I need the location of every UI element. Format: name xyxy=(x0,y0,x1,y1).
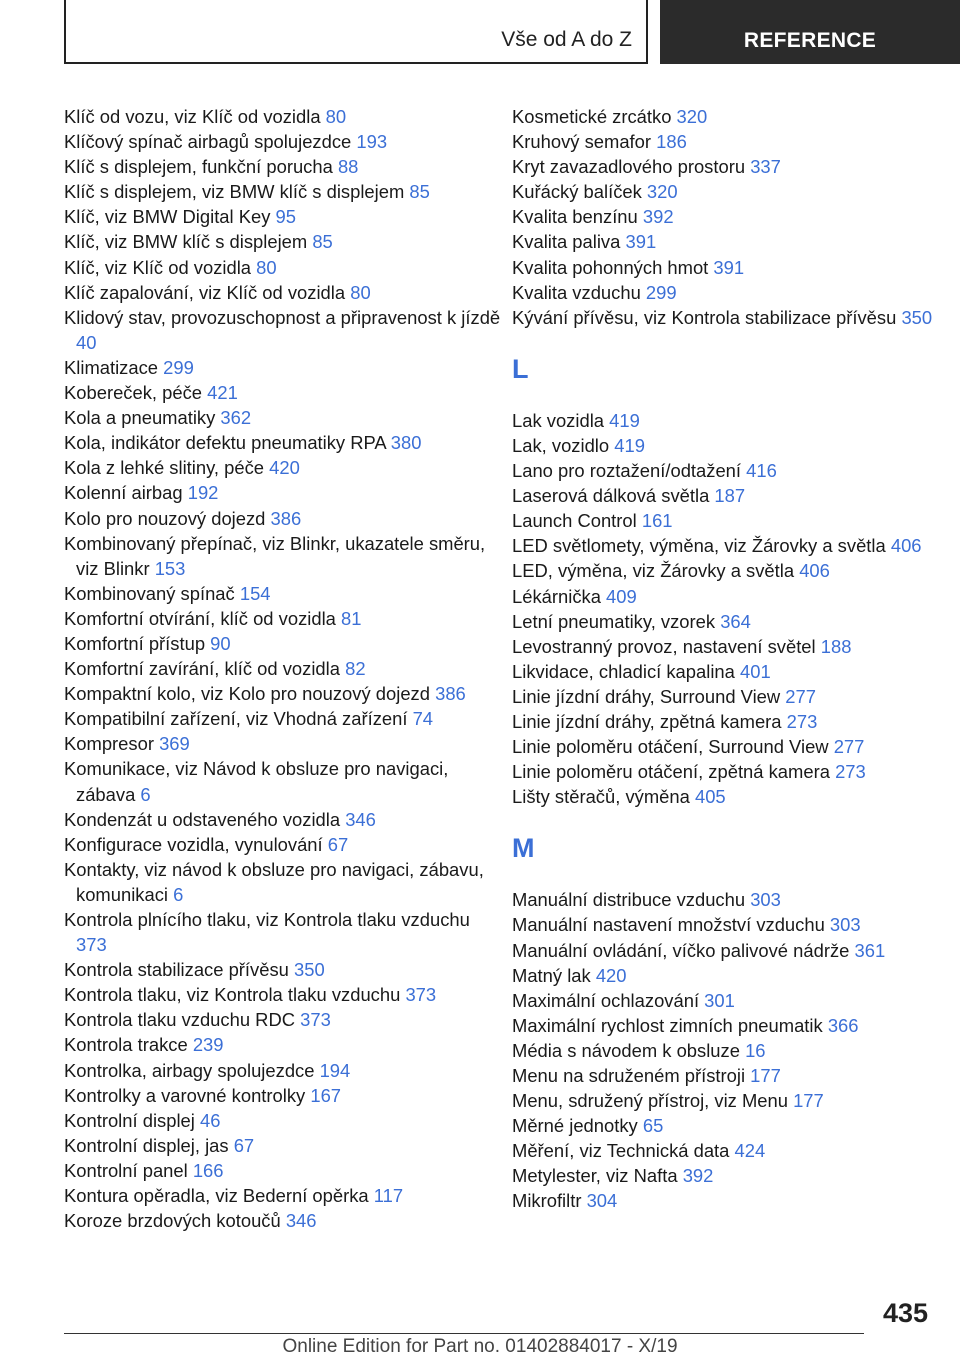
index-entry xyxy=(64,706,504,731)
index-page-link[interactable]: 373 xyxy=(76,934,107,956)
index-entry-text: Kvalita vzduchu xyxy=(512,281,646,303)
index-entry xyxy=(512,584,952,609)
index-entry-text: Lišty stěračů, výměna xyxy=(512,786,695,808)
index-entry-text: Koroze brzdových kotoučů xyxy=(64,1210,286,1232)
index-entry-text: Linie poloměru otáčení, Surround View xyxy=(512,736,834,758)
index-page-link[interactable]: 299 xyxy=(645,281,677,303)
index-page-link[interactable]: 373 xyxy=(405,984,437,1006)
index-entry-text: Laserová dálková světla xyxy=(512,485,715,507)
index-entry xyxy=(512,609,952,634)
index-entry-text: Kombinovaný přepínač, viz Blinkr, ukazatele směru, viz Blinkr xyxy=(64,532,486,579)
index-entry-text: Klíč s displejem, viz BMW klíč s displejem xyxy=(64,181,410,203)
index-entry xyxy=(64,656,504,681)
index-entry xyxy=(64,581,504,606)
index-entry-text: Klíč zapalování, viz Klíč od vozidla xyxy=(64,281,351,303)
index-entry xyxy=(512,684,952,709)
index-page-link[interactable]: 95 xyxy=(275,206,296,228)
index-entry xyxy=(512,1013,952,1038)
index-page-link[interactable]: 273 xyxy=(786,710,818,732)
index-entry-text: Maximální rychlost zimních pneumatik xyxy=(512,1014,828,1036)
index-entry-text: Letní pneumatiky, vzorek xyxy=(512,610,721,632)
index-page-link[interactable]: 192 xyxy=(187,482,219,504)
index-entry xyxy=(64,1083,504,1108)
index-entry-text: Manuální ovládání, víčko palivové nádrže xyxy=(512,939,855,961)
index-entry xyxy=(64,756,504,806)
index-entry xyxy=(512,887,952,912)
index-page-link[interactable]: 420 xyxy=(595,964,627,986)
index-entry xyxy=(512,938,952,963)
index-entry xyxy=(64,957,504,982)
index-page-link[interactable]: 277 xyxy=(833,736,865,758)
index-entry-text: Kvalita benzínu xyxy=(512,206,643,228)
index-entry xyxy=(64,681,504,706)
index-entry-text: Kontrolka, airbagy spolujezdce xyxy=(64,1059,320,1081)
index-column-right xyxy=(512,104,952,1214)
index-entry-text: Matný lak xyxy=(512,964,596,986)
index-entry-text: Kontrola stabilizace přívěsu xyxy=(64,959,294,981)
index-page-link[interactable]: 320 xyxy=(646,181,678,203)
index-entry xyxy=(512,204,952,229)
index-entry-text: Kombinovaný spínač xyxy=(64,582,240,604)
index-entry xyxy=(512,759,952,784)
index-page-link[interactable]: 405 xyxy=(694,786,726,808)
index-entry-text: Menu, sdružený přístroj, viz Menu xyxy=(512,1090,794,1112)
index-entry xyxy=(64,832,504,857)
index-entry-text: Kompresor xyxy=(64,733,160,755)
index-entry-text: Kontrola tlaku vzduchu RDC xyxy=(64,1009,301,1031)
index-entry xyxy=(64,857,504,907)
index-page-link[interactable]: 416 xyxy=(746,460,777,482)
index-page-link[interactable]: 350 xyxy=(901,306,933,328)
index-entry xyxy=(512,1063,952,1088)
index-entry xyxy=(512,1163,952,1188)
index-page-link[interactable]: 188 xyxy=(820,635,852,657)
index-page-link[interactable]: 277 xyxy=(785,685,816,707)
index-entry-text: Kontrolní panel xyxy=(64,1159,193,1181)
index-page-link[interactable]: 40 xyxy=(76,331,97,353)
index-page-link[interactable]: 80 xyxy=(256,256,277,278)
index-entry xyxy=(64,1007,504,1032)
index-page-link[interactable]: 424 xyxy=(734,1140,766,1162)
index-entry xyxy=(64,255,504,280)
index-page-link[interactable]: 420 xyxy=(269,457,300,479)
index-page-link[interactable]: 346 xyxy=(285,1210,317,1232)
index-page-link[interactable]: 16 xyxy=(745,1039,766,1061)
index-entry xyxy=(512,1113,952,1138)
index-entry-text: Klíč, viz Klíč od vozidla xyxy=(64,256,257,278)
index-entry-text: Linie poloměru otáčení, zpětná kamera xyxy=(512,761,836,783)
index-entry xyxy=(64,129,504,154)
index-entry-text: Kola a pneumatiky xyxy=(64,407,221,429)
index-entry-text: Komfortní zavírání, klíč od vozidla xyxy=(64,658,346,680)
index-entry-text: Komfortní přístup xyxy=(64,632,211,654)
index-page-link[interactable]: 304 xyxy=(586,1190,618,1212)
index-page-link[interactable]: 392 xyxy=(682,1165,714,1187)
index-entry-text: Klíč s displejem, funkční porucha xyxy=(64,156,338,178)
index-entry xyxy=(512,305,952,330)
index-entry-text: Launch Control xyxy=(512,510,642,532)
index-page-link[interactable]: 361 xyxy=(854,939,886,961)
index-page-link[interactable]: 154 xyxy=(239,582,271,604)
index-entry-text: Kobereček, péče xyxy=(64,382,208,404)
index-page-link[interactable]: 346 xyxy=(345,808,376,830)
index-entry-text: Měření, viz Technická data xyxy=(512,1140,735,1162)
index-entry xyxy=(512,963,952,988)
index-entry-text: LED, výměna, viz Žárovky a světla xyxy=(512,560,800,582)
index-page-link[interactable]: 392 xyxy=(642,206,674,228)
index-entry xyxy=(512,229,952,254)
footer-edition: Online Edition for Part no. 01402884017 - X/19 xyxy=(282,1336,678,1357)
index-page-link[interactable]: 369 xyxy=(159,733,190,755)
index-page-link[interactable]: 80 xyxy=(350,281,371,303)
index-entry-text: Klíčový spínač airbagů spolujezdce xyxy=(64,131,357,153)
index-entry xyxy=(64,1158,504,1183)
chapter-title: Vše od A do Z xyxy=(501,28,632,51)
index-entry-text: Klíč od vozu, viz Klíč od vozidla xyxy=(64,106,326,127)
index-entry-text: Kontakty, viz návod k obsluze pro navigaci, zábavu, komunikaci xyxy=(64,858,484,905)
index-entry-text: Kývání přívěsu, viz Kontrola stabilizace přívěsu xyxy=(512,306,902,328)
index-entry xyxy=(512,458,952,483)
index-entry-text: Metylester, viz Nafta xyxy=(512,1165,683,1187)
index-page-link[interactable]: 82 xyxy=(345,658,366,680)
index-page-link[interactable]: 409 xyxy=(606,585,637,607)
index-entry xyxy=(512,129,952,154)
index-entry xyxy=(64,907,504,957)
index-entry-text: Média s návodem k obsluze xyxy=(512,1039,746,1061)
index-page-link[interactable]: 6 xyxy=(140,783,151,805)
index-page-link[interactable]: 67 xyxy=(233,1134,255,1156)
index-entry xyxy=(512,1038,952,1063)
index-entry-text: Kontrola trakce xyxy=(64,1034,193,1056)
index-entry-text: Kola, indikátor defektu pneumatiky RPA xyxy=(64,432,391,454)
index-page-link[interactable]: 299 xyxy=(163,356,194,378)
index-entry xyxy=(64,1183,504,1208)
index-entry-text: Kontrolky a varovné kontrolky xyxy=(64,1084,311,1106)
index-entry-text: Kontura opěradla, viz Bederní opěrka xyxy=(64,1185,374,1207)
index-page-link[interactable]: 419 xyxy=(609,409,640,431)
index-section-letter: L xyxy=(512,353,529,384)
index-page-link[interactable]: 80 xyxy=(325,106,347,127)
index-page-link[interactable]: 90 xyxy=(210,632,231,654)
index-page-link[interactable]: 320 xyxy=(676,106,708,127)
index-page-link[interactable]: 85 xyxy=(312,231,333,253)
index-entry xyxy=(512,483,952,508)
index-page-link[interactable]: 421 xyxy=(207,382,238,404)
index-page-link[interactable]: 74 xyxy=(412,708,434,730)
index-page-link[interactable]: 193 xyxy=(356,131,388,153)
index-entry xyxy=(64,179,504,204)
index-entry-text: Maximální ochlazování xyxy=(512,989,705,1011)
index-entry xyxy=(512,433,952,458)
index-entry xyxy=(64,606,504,631)
index-entry-text: Lak, vozidlo xyxy=(512,434,615,456)
index-page-link[interactable]: 117 xyxy=(373,1185,404,1207)
index-entry-text: Komfortní otvírání, klíč od vozidla xyxy=(64,607,341,629)
index-entry-text: Lano pro roztažení/odtažení xyxy=(512,460,747,482)
index-entry-text: Likvidace, chladicí kapalina xyxy=(512,660,740,682)
index-entry xyxy=(512,408,952,433)
index-entry xyxy=(512,659,952,684)
index-entry xyxy=(64,1133,504,1158)
index-page-link[interactable]: 366 xyxy=(827,1014,859,1036)
page-number: 435 xyxy=(882,1298,928,1328)
index-entry xyxy=(64,731,504,756)
index-entry xyxy=(64,380,504,405)
index-entry-text: Kolo pro nouzový dojezd xyxy=(64,507,271,529)
index-entry xyxy=(512,533,952,558)
index-entry-text: Kontrolní displej, jas xyxy=(64,1134,234,1156)
index-column-left xyxy=(64,104,504,1233)
index-page-link[interactable]: 194 xyxy=(319,1059,351,1081)
index-entry xyxy=(512,1138,952,1163)
index-page-link[interactable]: 401 xyxy=(739,660,771,682)
index-entry-text: Klíč, viz BMW klíč s displejem xyxy=(64,231,313,253)
index-page-link[interactable]: 85 xyxy=(409,181,430,203)
index-page-link[interactable]: 301 xyxy=(704,989,735,1011)
index-page-link[interactable]: 81 xyxy=(341,607,362,629)
index-entry-text: Kontrola plnícího tlaku, viz Kontrola tlaku vzduchu xyxy=(64,909,470,930)
index-page-link[interactable]: 67 xyxy=(327,833,349,855)
index-page-link[interactable]: 386 xyxy=(435,683,466,705)
header-frame xyxy=(64,0,648,64)
index-entry xyxy=(64,229,504,254)
index-entry xyxy=(64,204,504,229)
index-entry-text: Komunikace, viz Návod k obsluze pro navigaci, zábava xyxy=(64,758,449,805)
index-entry-text: Konfigurace vozidla, vynulování xyxy=(64,833,328,855)
index-page-link[interactable]: 239 xyxy=(192,1034,224,1056)
footer-divider xyxy=(64,1333,864,1334)
index-page-link[interactable]: 65 xyxy=(642,1115,664,1137)
index-entry xyxy=(64,1032,504,1057)
index-entry xyxy=(64,455,504,480)
index-entry-text: Kondenzát u odstaveného vozidla xyxy=(64,808,346,830)
index-page-link[interactable]: 273 xyxy=(835,761,866,783)
index-entry-text: Kompatibilní zařízení, viz Vhodná zařízení xyxy=(64,708,413,730)
index-entry xyxy=(64,807,504,832)
index-entry-text: Linie jízdní dráhy, Surround View xyxy=(512,685,786,707)
index-entry xyxy=(512,1188,952,1213)
index-entry-text: Kruhový semafor xyxy=(512,131,657,153)
index-page-link[interactable]: 161 xyxy=(641,510,673,532)
index-entry xyxy=(512,104,952,129)
index-entry xyxy=(512,508,952,533)
index-entry xyxy=(64,506,504,531)
index-page-link[interactable]: 391 xyxy=(713,256,745,278)
index-entry-text: Klimatizace xyxy=(64,356,164,378)
index-page-link[interactable]: 386 xyxy=(270,507,302,529)
index-page-link[interactable]: 153 xyxy=(154,557,186,579)
index-page-link[interactable]: 166 xyxy=(192,1159,224,1181)
index-entry-text: Lak vozidla xyxy=(512,409,610,431)
index-entry-text: LED světlomety, výměna, viz Žárovky a světla xyxy=(512,535,891,557)
index-page-link[interactable]: 362 xyxy=(220,407,252,429)
index-page-link[interactable]: 6 xyxy=(173,883,184,905)
index-entry xyxy=(512,709,952,734)
index-entry-text: Kola z lehké slitiny, péče xyxy=(64,457,270,479)
index-entry xyxy=(64,430,504,455)
index-entry-text: Levostranný provoz, nastavení světel xyxy=(512,635,821,657)
index-entry xyxy=(64,531,504,581)
index-entry xyxy=(64,154,504,179)
index-page-link[interactable]: 186 xyxy=(656,131,687,153)
index-page-link[interactable]: 380 xyxy=(390,432,422,454)
index-entry xyxy=(512,734,952,759)
index-page-link[interactable]: 406 xyxy=(890,535,922,557)
index-page-link[interactable]: 303 xyxy=(750,889,781,911)
index-entry xyxy=(64,355,504,380)
index-entry xyxy=(512,784,952,809)
index-entry-text: Mikrofiltr xyxy=(512,1190,587,1212)
index-page-link[interactable]: 303 xyxy=(829,914,861,936)
index-entry-text: Kuřácký balíček xyxy=(512,181,647,203)
index-entry-text: Kolenní airbag xyxy=(64,482,188,504)
index-entry xyxy=(512,280,952,305)
index-entry xyxy=(512,1088,952,1113)
index-entry xyxy=(512,634,952,659)
index-entry-text: Kryt zavazadlového prostoru xyxy=(512,156,751,178)
index-entry-text: Klíč, viz BMW Digital Key xyxy=(64,206,276,228)
index-entry xyxy=(64,480,504,505)
index-entry xyxy=(64,1058,504,1083)
index-entry xyxy=(512,255,952,280)
index-page-link[interactable]: 88 xyxy=(337,156,359,178)
index-entry-text: Měrné jednotky xyxy=(512,1115,643,1137)
index-entry xyxy=(64,1208,504,1233)
index-entry-text: Kvalita pohonných hmot xyxy=(512,256,714,278)
index-page-link[interactable]: 373 xyxy=(300,1009,331,1031)
index-page-link[interactable]: 406 xyxy=(799,560,830,582)
index-entry xyxy=(64,1108,504,1133)
index-entry xyxy=(512,179,952,204)
index-entry-text: Manuální nastavení množství vzduchu xyxy=(512,914,830,936)
index-page-link[interactable]: 187 xyxy=(714,485,746,507)
index-page-link[interactable]: 337 xyxy=(750,156,781,178)
index-entry xyxy=(64,982,504,1007)
index-page-link[interactable]: 391 xyxy=(625,231,657,253)
index-entry xyxy=(64,405,504,430)
index-entry xyxy=(64,104,504,129)
index-entry-text: Kompaktní kolo, viz Kolo pro nouzový dojezd xyxy=(64,683,436,705)
index-page-link[interactable]: 167 xyxy=(310,1084,342,1106)
index-entry xyxy=(512,912,952,937)
index-entry xyxy=(64,631,504,656)
index-page-link[interactable]: 419 xyxy=(614,434,645,456)
index-page-link[interactable]: 364 xyxy=(720,610,751,632)
index-entry-text: Kosmetické zrcátko xyxy=(512,106,677,127)
index-page-link[interactable]: 46 xyxy=(199,1109,221,1131)
index-page-link[interactable]: 177 xyxy=(750,1065,781,1086)
index-section-letter: M xyxy=(512,833,535,864)
index-entry-text: Kvalita paliva xyxy=(512,231,626,253)
index-entry-text: Linie jízdní dráhy, zpětná kamera xyxy=(512,710,787,732)
index-page-link[interactable]: 177 xyxy=(793,1090,824,1112)
index-entry-text: Menu na sdruženém přístroji xyxy=(512,1065,751,1086)
index-entry-text: Kontrola tlaku, viz Kontrola tlaku vzduchu xyxy=(64,984,406,1006)
index-entry-text: Kontrolní displej xyxy=(64,1109,200,1131)
section-tab: REFERENCE xyxy=(660,0,960,64)
index-entry-text: Manuální distribuce vzduchu xyxy=(512,889,751,911)
index-page-link[interactable]: 350 xyxy=(294,959,325,981)
index-entry xyxy=(512,988,952,1013)
index-entry xyxy=(512,154,952,179)
index-entry-text: Lékárnička xyxy=(512,585,607,607)
index-entry-text: Klidový stav, provozuschopnost a připravenost k jízdě xyxy=(64,306,501,328)
index-entry xyxy=(512,558,952,583)
index-entry xyxy=(64,280,504,305)
index-entry xyxy=(64,305,504,355)
